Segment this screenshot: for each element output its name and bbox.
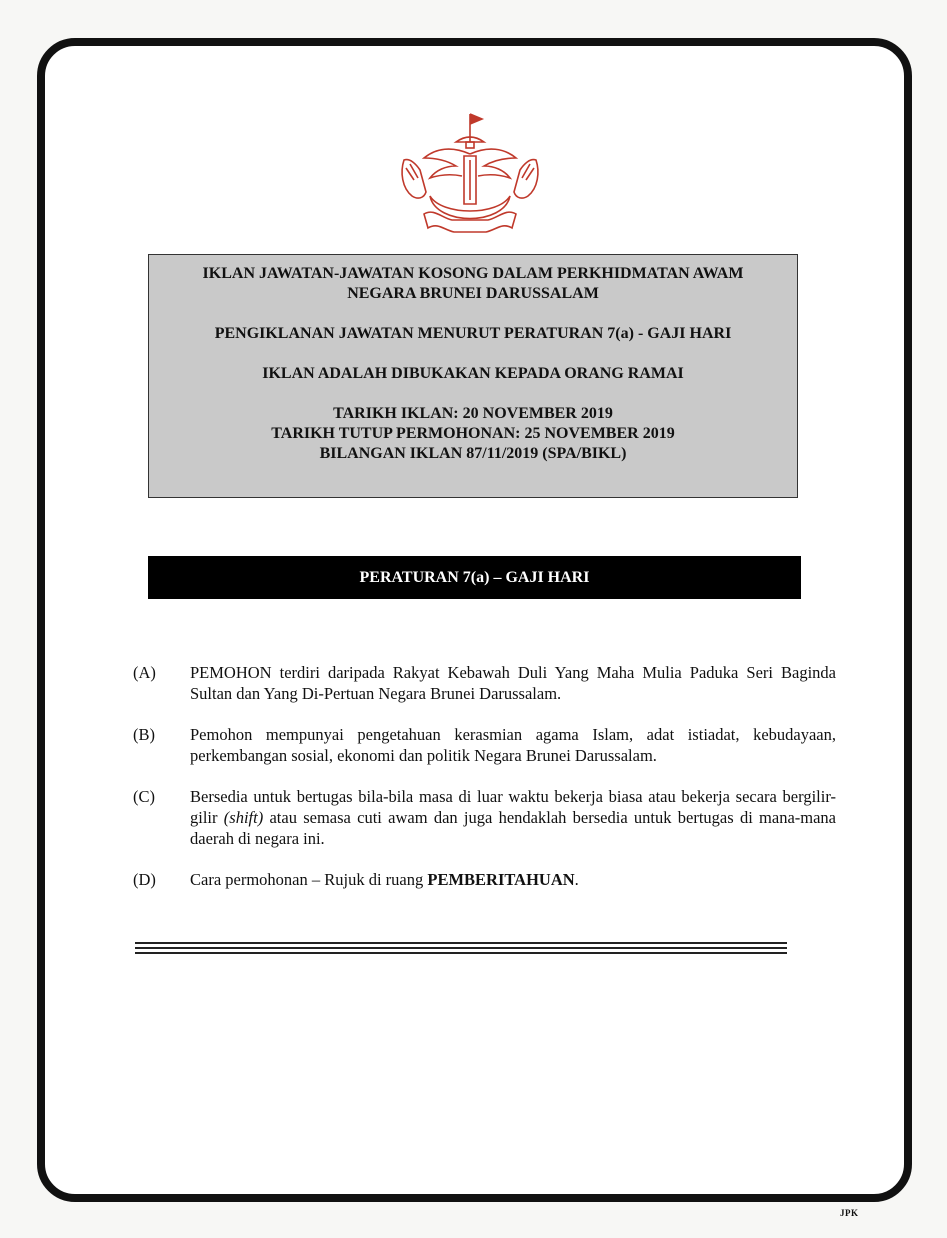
item-text: Cara permohonan – Rujuk di ruang PEMBERITAHUAN.: [190, 870, 579, 889]
item-text: Pemohon mempunyai pengetahuan kerasmian agama Islam, adat istiadat, kebudayaan, perkembangan sosial, ekonomi dan politik Negara Brunei Darussalam.: [190, 725, 836, 765]
divider-line: [135, 952, 787, 954]
header-ad-date: TARIKH IKLAN: 20 NOVEMBER 2019: [333, 405, 613, 422]
item-text: PEMOHON terdiri daripada Rakyat Kebawah Duli Yang Maha Mulia Paduka Seri Baginda Sultan dan Yang Di-Pertuan Negara Brunei Darussalam.: [190, 663, 836, 703]
brunei-crest-icon: [390, 108, 550, 240]
item-label: (D): [133, 870, 156, 889]
header-title-line1: IKLAN JAWATAN-JAWATAN KOSONG DALAM PERKHIDMATAN AWAM: [202, 265, 744, 282]
header-regulation: PENGIKLANAN JAWATAN MENURUT PERATURAN 7(a) - GAJI HARI: [214, 325, 732, 342]
item-text: Bersedia untuk bertugas bila-bila masa di luar waktu bekerja biasa atau bekerja secara bergilir-gilir (shift) atau semasa cuti awam dan juga hendaklah bersedia untuk bertugas di mana-mana daerah di negara ini.: [190, 787, 837, 848]
divider-line: [135, 947, 787, 949]
header-open-to-public: IKLAN ADALAH DIBUKAKAN KEPADA ORANG RAMAI: [262, 365, 684, 382]
shift-term: (shift): [223, 808, 264, 827]
item-label: (C): [133, 787, 155, 806]
list-item: [133, 786, 839, 849]
header-ad-number: BILANGAN IKLAN 87/11/2019 (SPA/BIKL): [319, 445, 627, 462]
header-closing-date: TARIKH TUTUP PERMOHONAN: 25 NOVEMBER 2019: [271, 425, 675, 442]
requirements-list: [133, 662, 839, 910]
list-item: [133, 869, 839, 890]
item-label: (A): [133, 663, 156, 682]
list-item: [133, 662, 839, 704]
footer-code: JPK: [840, 1208, 859, 1218]
item-label: (B): [133, 725, 155, 744]
list-item: [133, 724, 839, 766]
divider-line: [135, 942, 787, 944]
notice-term: PEMBERITAHUAN: [427, 870, 575, 889]
section-banner: PERATURAN 7(a) – GAJI HARI: [148, 556, 801, 599]
advertisement-header: [148, 254, 798, 498]
header-title-line2: NEGARA BRUNEI DARUSSALAM: [347, 285, 599, 302]
